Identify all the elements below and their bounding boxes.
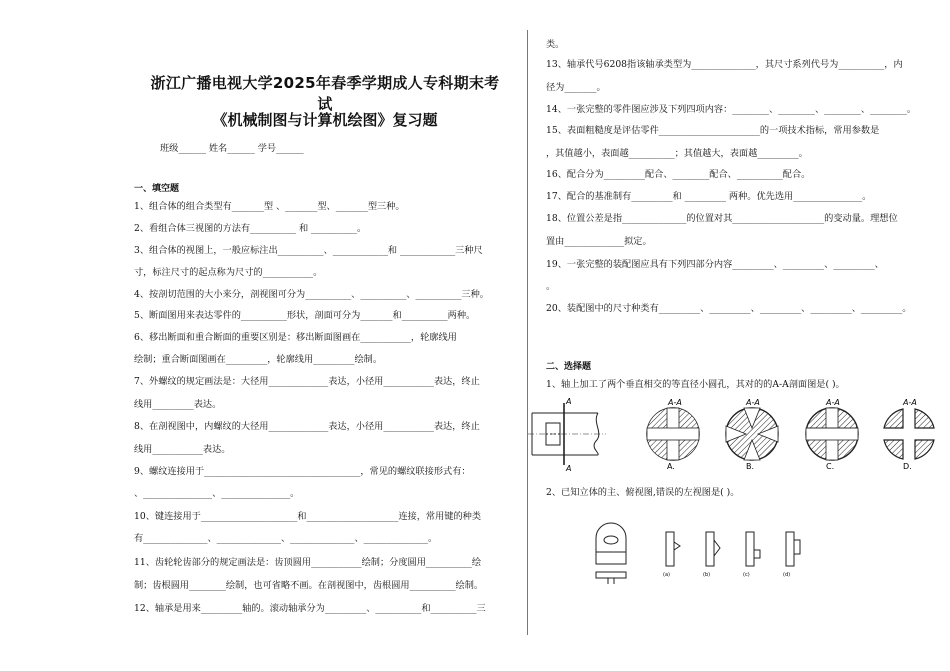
question-line: ，其值越小，表面越__________；其值越大，表面越_________。	[546, 148, 808, 159]
question-line: 3、组合体的视图上，一般应标注出__________、____________和 ____________三种尺	[134, 245, 483, 256]
question-line: 8、在剖视图中，内螺纹的大径用_____________表达，小径用___________表达，终止	[134, 421, 480, 432]
question-line: 线用_________表达。	[134, 399, 222, 410]
option-label: (b)	[703, 572, 711, 578]
question-line: 11、齿轮轮齿部分的规定画法是：齿顶圆用___________绘制；分度圆用__________绘	[134, 557, 482, 568]
section-label: A-A	[668, 398, 682, 407]
question-line: 9、螺纹连接用于__________________________________，常见的螺纹联接形式有：	[134, 466, 471, 477]
exam-title: 浙江广播电视大学2025年春季学期成人专科期末考试	[150, 74, 500, 113]
option-label: A.	[667, 462, 675, 471]
question-line: 制；齿根圆用________绘制，也可省略不画。在剖视图中，齿根圆用__________绘制。	[134, 580, 484, 591]
main-and-top-view	[596, 523, 626, 584]
section-label: A-A	[903, 398, 917, 407]
question-line: 7、外螺纹的规定画法是：大径用_____________表达，小径用___________表达，终止	[134, 376, 480, 387]
question-line: 10、键连接用于_____________________和____________________连接，常用键的种类	[134, 511, 482, 522]
choice-question-1: 1、轴上加工了两个垂直相交的等直径小圆孔，其对的的A-A剖面图是( )。	[546, 379, 845, 390]
question-line: 16、配合分为_________配合、________配合、__________配合。	[546, 169, 811, 180]
question-line: 4、按剖切范围的大小来分，剖视图可分为__________、__________、__________三种。	[134, 289, 489, 300]
question-line: 14、一张完整的零件图应涉及下列四项内容：________、________、________、________。	[546, 104, 917, 115]
question1-figure	[528, 393, 950, 475]
option-c-figure	[806, 398, 858, 471]
shaft-front-view	[528, 403, 606, 465]
question-line: 绘制；重合断面图画在_________，轮廓线用_________绘制。	[134, 354, 383, 365]
question-line: 径为_______。	[546, 82, 606, 93]
section-label: A-A	[826, 398, 840, 407]
question-line: 18、位置公差是指______________的位置对其____________________的变动量。理想位	[546, 213, 898, 224]
option-label: B.	[746, 462, 755, 471]
option-label: C.	[826, 462, 835, 471]
student-info: 班级______ 姓名______ 学号______	[160, 143, 304, 154]
option-label: (d)	[783, 572, 791, 578]
cut-label-top: A	[566, 397, 572, 406]
cut-label-bottom: A	[566, 464, 572, 473]
question2-figure	[588, 520, 808, 590]
section-heading-fill: 一、填空题	[134, 184, 180, 194]
option-label: (a)	[663, 572, 670, 578]
question-line: 置由_____________拟定。	[546, 236, 652, 247]
column-divider	[527, 30, 528, 635]
option-label: D.	[903, 462, 912, 471]
section-heading-choice: 二、选择题	[546, 362, 592, 372]
left-view-options	[666, 532, 800, 566]
section-label: A-A	[746, 398, 760, 407]
question-line: 1、组合体的组合类型有_______型 、_______型、_______型三种。	[134, 201, 405, 212]
option-a-figure	[647, 398, 699, 471]
question-line: 有______________、______________、______________、______________。	[134, 533, 438, 544]
option-d-figure	[884, 398, 934, 471]
question-line: 6、移出断面和重合断面的重要区别是：移出断面图画在___________，轮廓线用	[134, 332, 457, 343]
question-line: 20、装配图中的尺寸种类有_________、_________、_________、_________、_________。	[546, 303, 912, 314]
question-line: 类。	[546, 39, 565, 50]
question-line: 15、表面粗糙度是评估零件______________________的一项技术指标，常用参数是	[546, 125, 880, 136]
question-line: 19、一张完整的装配图应具有下列四部分内容_________、_________、_________、	[546, 259, 884, 270]
choice-question-2: 2、已知立体的主、俯视图,错误的左视图是( )。	[546, 487, 740, 498]
question-line: 。	[546, 281, 556, 292]
exam-subtitle: 《机械制图与计算机绘图》复习题	[212, 111, 438, 129]
option-b-figure	[726, 398, 778, 471]
question-line: 17、配合的基准制有_________和 _________ 两种。优先选用_______________。	[546, 191, 872, 202]
question-line: 线用___________表达。	[134, 444, 231, 455]
question-line: 5、断面图用来表达零件的__________形状，剖面可分为_______和__________两种。	[134, 310, 476, 321]
question-line: 12、轴承是用来_________轴的。滚动轴承分为_________、__________和__________三	[134, 603, 486, 614]
question-line: 13、轴承代号6208指该轴承类型为______________，其尺寸系列代号为__________，内	[546, 59, 903, 70]
question-line: 2、看组合体三视图的方法有__________ 和 __________。	[134, 223, 367, 234]
question-line: 寸，标注尺寸的起点称为尺寸的___________。	[134, 267, 323, 278]
question-line: 、_______________、_______________。	[134, 488, 300, 499]
option-label: (c)	[743, 572, 750, 578]
